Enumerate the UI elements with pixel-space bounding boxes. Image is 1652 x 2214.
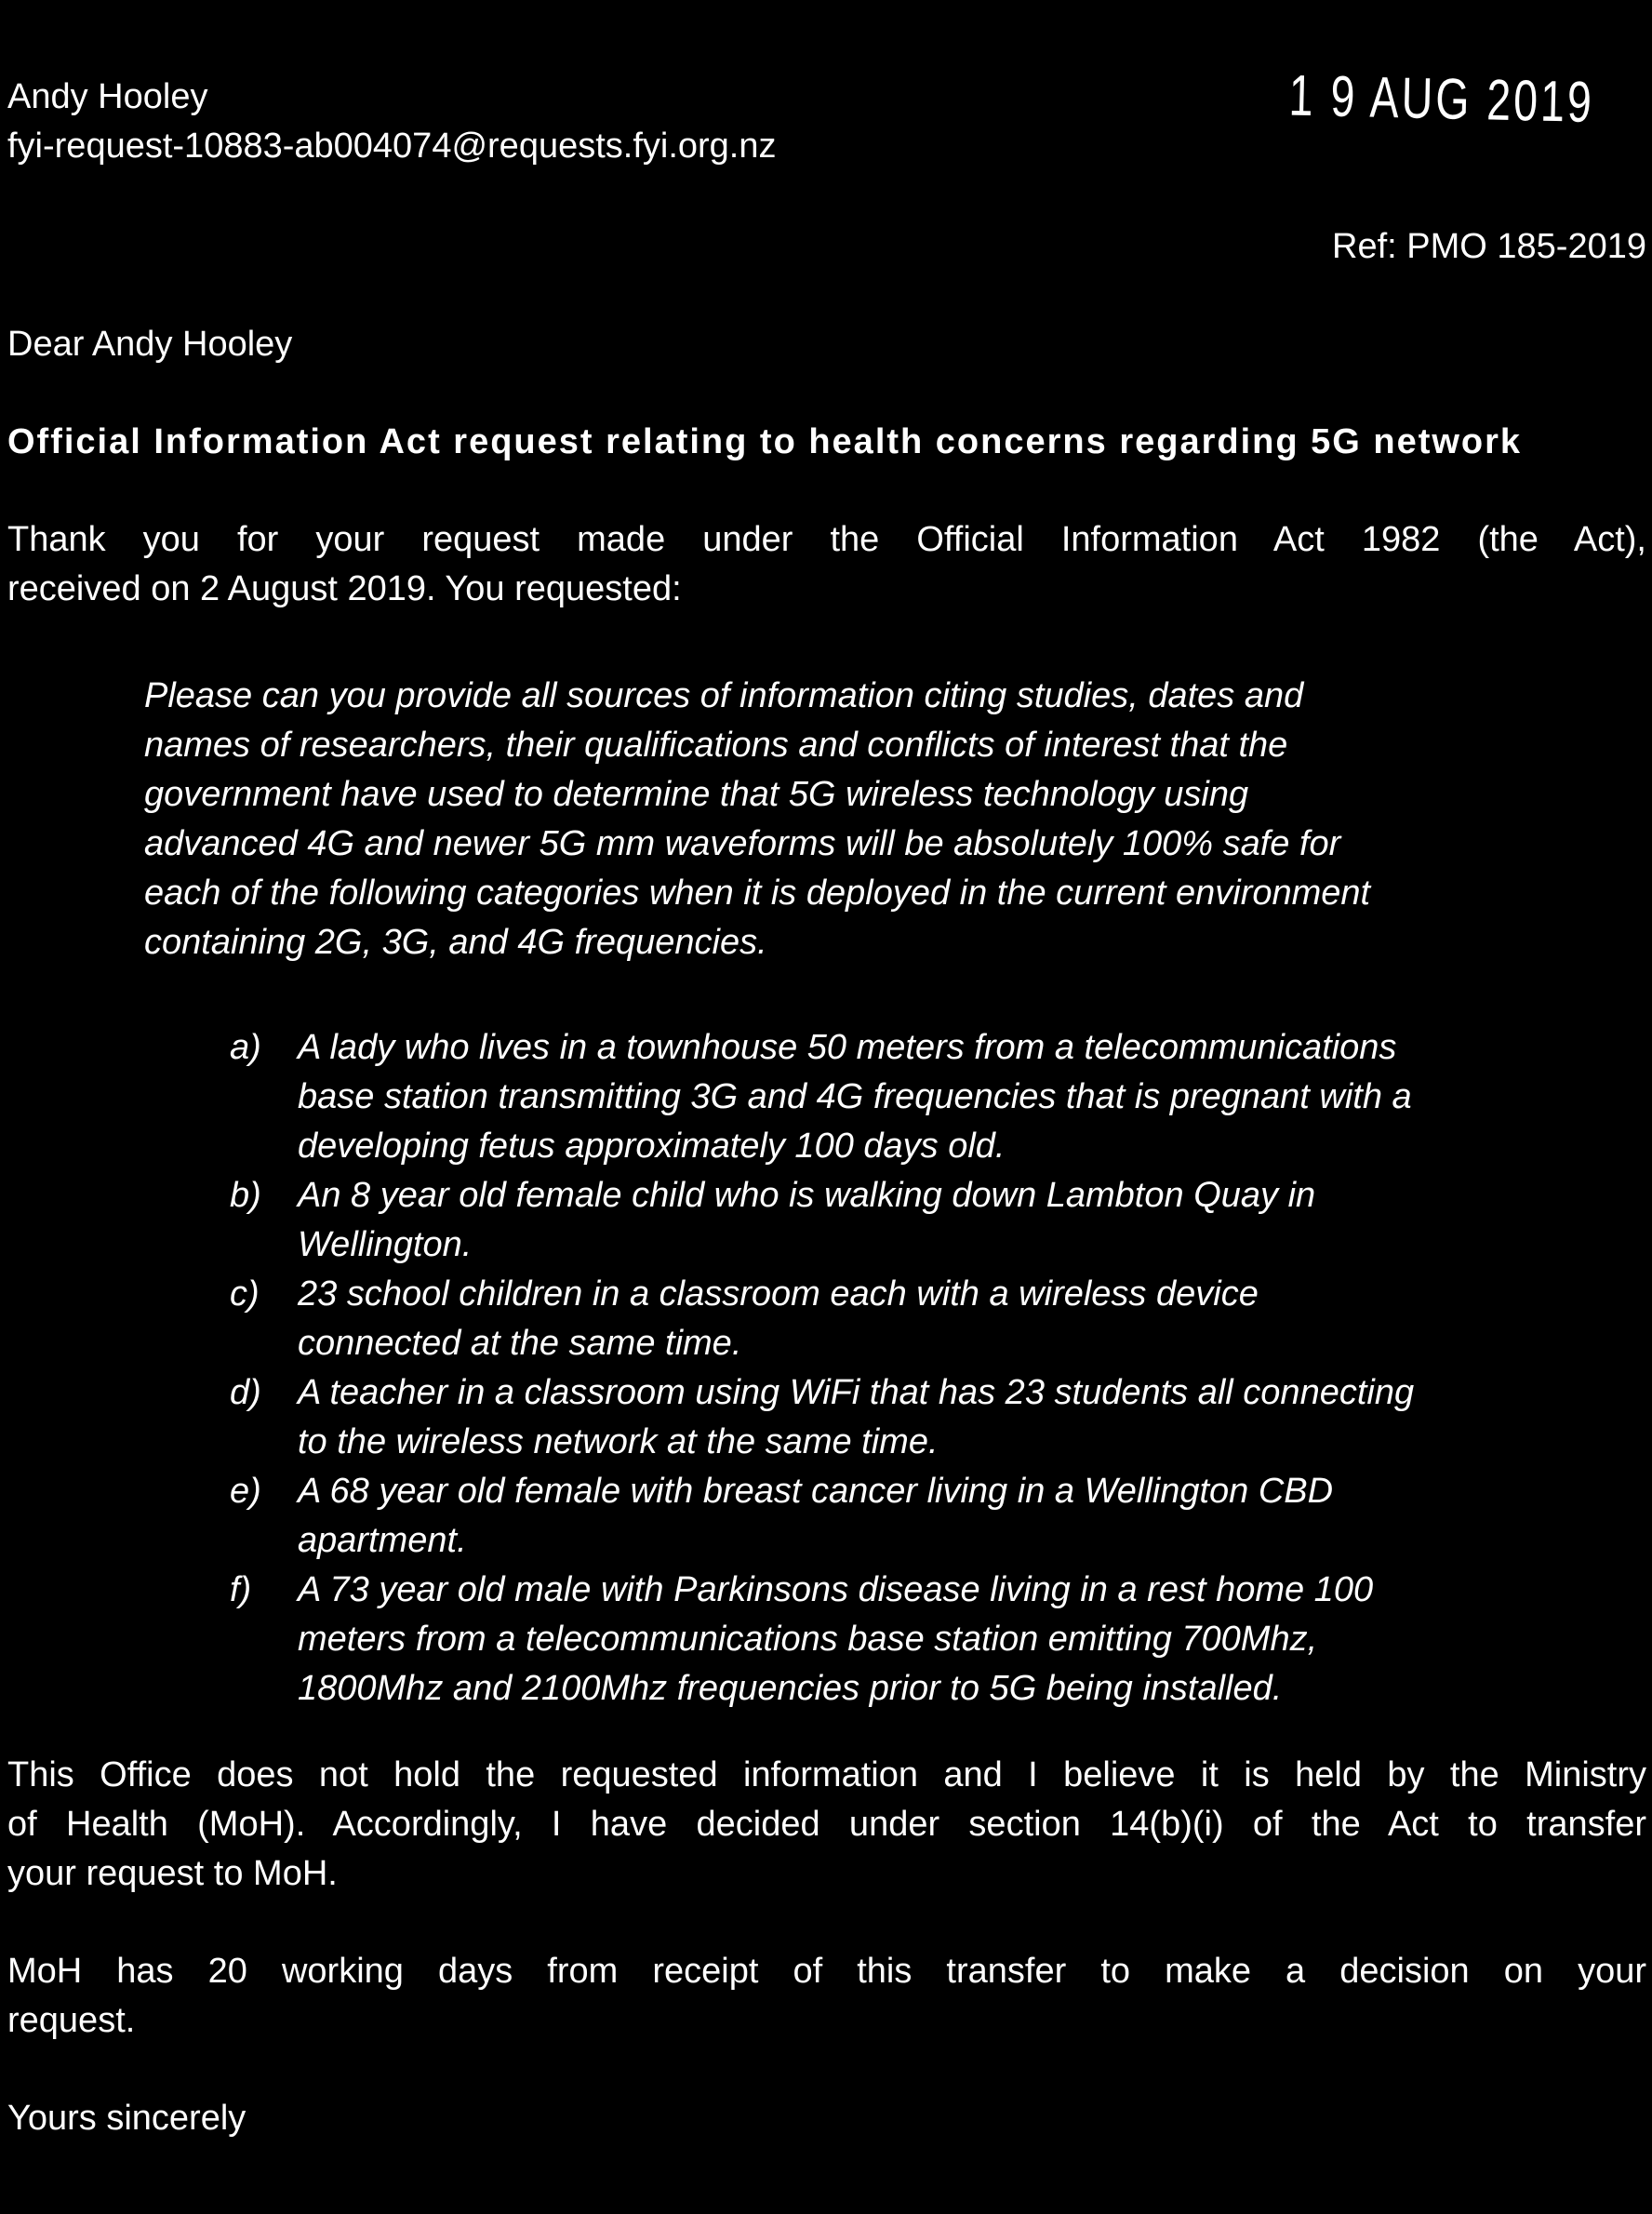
reference-line: Ref: PMO 185-2019	[1332, 227, 1646, 266]
transfer-line: of Health (MoH). Accordingly, I have decided under section 14(b)(i) of the Act to transfer	[7, 1805, 1646, 1844]
list-item-line: A 73 year old male with Parkinsons disease living in a rest home 100	[298, 1570, 1374, 1609]
list-item-line: connected at the same time.	[298, 1324, 742, 1363]
quote-line: names of researchers, their qualifications and conflicts of interest that the	[144, 726, 1288, 765]
timeframe-paragraph	[7, 1947, 1646, 2046]
salutation: Dear Andy Hooley	[7, 325, 293, 364]
list-item-label: e)	[230, 1472, 261, 1511]
request-list	[230, 1023, 1646, 1714]
sender-name: Andy Hooley	[7, 77, 208, 116]
quote-line: containing 2G, 3G, and 4G frequencies.	[144, 923, 767, 962]
list-item-line: developing fetus approximately 100 days old.	[298, 1127, 1006, 1166]
sender-email: fyi-request-10883-ab004074@requests.fyi.org.nz	[7, 127, 777, 166]
list-item-line: A teacher in a classroom using WiFi that has 23 students all connecting	[298, 1373, 1415, 1412]
list-item-label: c)	[230, 1274, 260, 1314]
list-item-label: a)	[230, 1028, 261, 1067]
quote-line: Please can you provide all sources of information citing studies, dates and	[144, 676, 1304, 715]
quote-line: advanced 4G and newer 5G mm waveforms will be absolutely 100% safe for	[144, 824, 1341, 863]
list-item-line: A lady who lives in a townhouse 50 meters from a telecommunications	[298, 1028, 1397, 1067]
intro-line: received on 2 August 2019. You requested:	[7, 569, 682, 608]
closing-line: Yours sincerely	[7, 2099, 246, 2138]
list-item-label: f)	[230, 1570, 252, 1609]
transfer-line: This Office does not hold the requested information and I believe it is held by the Ministry	[7, 1755, 1646, 1794]
list-item-line: 23 school children in a classroom each with a wireless device	[298, 1274, 1259, 1314]
subject-heading: Official Information Act request relating to health concerns regarding 5G network	[7, 422, 1523, 461]
list-item-line: apartment.	[298, 1521, 467, 1560]
transfer-paragraph	[7, 1751, 1646, 1899]
quote-line: each of the following categories when it is deployed in the current environment	[144, 874, 1371, 913]
list-item-line: 1800Mhz and 2100Mhz frequencies prior to 5G being installed.	[298, 1669, 1283, 1708]
intro-paragraph	[7, 515, 1646, 614]
list-item	[230, 1467, 1646, 1566]
list-item	[230, 1023, 1646, 1171]
list-item-line: base station transmitting 3G and 4G frequencies that is pregnant with a	[298, 1077, 1412, 1116]
list-item	[230, 1171, 1646, 1270]
list-item	[230, 1566, 1646, 1714]
list-item-line: meters from a telecommunications base station emitting 700Mhz,	[298, 1620, 1318, 1659]
letter-page	[0, 63, 1652, 2214]
timeframe-line: MoH has 20 working days from receipt of this transfer to make a decision on your	[7, 1952, 1646, 1991]
timeframe-line: request.	[7, 2001, 136, 2040]
list-item-label: d)	[230, 1373, 261, 1412]
list-item-line: Wellington.	[298, 1225, 473, 1264]
quote-line: government have used to determine that 5G wireless technology using	[144, 775, 1249, 814]
received-date-stamp: 1 9 AUG 2019	[1287, 63, 1595, 135]
transfer-line: your request to MoH.	[7, 1854, 338, 1893]
list-item	[230, 1270, 1646, 1368]
list-item	[230, 1368, 1646, 1467]
request-quote	[144, 672, 1646, 967]
list-item-label: b)	[230, 1176, 261, 1215]
list-item-line: to the wireless network at the same time.	[298, 1422, 939, 1461]
list-item-line: An 8 year old female child who is walking down Lambton Quay in	[298, 1176, 1316, 1215]
list-item-line: A 68 year old female with breast cancer living in a Wellington CBD	[298, 1472, 1334, 1511]
intro-line: Thank you for your request made under the Official Information Act 1982 (the Act),	[7, 520, 1646, 559]
